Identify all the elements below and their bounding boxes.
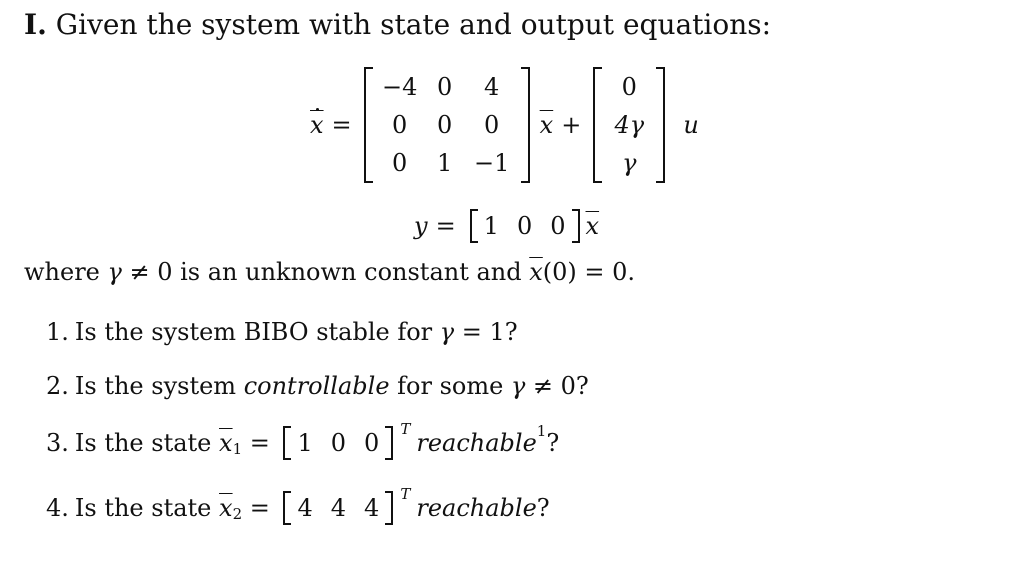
- matrix-a-cell: 4: [484, 73, 500, 101]
- matrix-c: [470, 209, 580, 243]
- vector-cell: 0: [330, 429, 347, 457]
- question-text: Is the state: [74, 429, 220, 457]
- output-y: y: [414, 212, 428, 240]
- gamma-symbol: γ: [510, 372, 526, 400]
- matrix-a-cell: 0: [392, 149, 408, 177]
- gamma-symbol: γ: [107, 258, 122, 286]
- state-vector: $\overline{x}$: [539, 111, 554, 139]
- question-1: [46, 312, 518, 352]
- where-text: where: [24, 258, 108, 286]
- matrix-a-cell: 0: [437, 73, 453, 101]
- problem-number: I.: [24, 8, 47, 41]
- question-text: Is the system BIBO stable for: [74, 318, 440, 346]
- vector-cell: 4: [330, 494, 347, 522]
- gamma-symbol: γ: [439, 318, 455, 346]
- row-vector-x1: [283, 426, 393, 460]
- matrix-b: [593, 67, 665, 183]
- question-number: 1.: [46, 318, 69, 346]
- equals-sign: =: [435, 212, 456, 240]
- question-text: ?: [536, 494, 550, 522]
- problem-intro: Given the system with state and output equations:: [55, 8, 772, 41]
- where-statement: [24, 258, 635, 286]
- vector-cell: 4: [297, 494, 313, 522]
- question-number: 3.: [46, 429, 69, 457]
- subscript: 1: [232, 440, 243, 458]
- question-text: Is the system: [74, 372, 244, 400]
- problem-heading: [24, 8, 771, 41]
- equals-sign: =: [331, 111, 352, 139]
- matrix-c-cell: 0: [516, 212, 533, 240]
- state-vector: $\overline{x}$: [529, 258, 543, 286]
- question-text: =: [242, 494, 278, 522]
- question-text: = 1?: [454, 318, 518, 346]
- where-text: ≠ 0 is an unknown constant and: [121, 258, 530, 286]
- matrix-c-cell: 0: [550, 212, 566, 240]
- emphasis-text: controllable: [243, 372, 390, 400]
- plus-sign: +: [561, 111, 582, 139]
- output-equation: [414, 206, 599, 246]
- matrix-c-cell: 1: [483, 212, 499, 240]
- question-4: [46, 485, 550, 528]
- matrix-a-cell: 0: [437, 111, 453, 139]
- question-text: Is the state: [74, 494, 220, 522]
- subscript: 2: [232, 505, 243, 523]
- question-text: for some: [389, 372, 511, 400]
- emphasis-text: reachable: [416, 429, 537, 457]
- matrix-b-cell: 4γ: [614, 111, 645, 139]
- matrix-b-cell: γ: [622, 149, 637, 177]
- matrix-a: [364, 67, 530, 183]
- state-x2: $\overline{x}$: [219, 494, 233, 522]
- question-number: 4.: [46, 494, 69, 522]
- matrix-a-cell: 0: [392, 111, 408, 139]
- question-text: ≠ 0?: [525, 372, 589, 400]
- x-dot: $\overline{x}$: [310, 111, 324, 139]
- state-vector: $\overline{x}$: [585, 212, 600, 240]
- question-2: [46, 366, 589, 406]
- state-x1: $\overline{x}$: [219, 429, 233, 457]
- question-number: 2.: [46, 372, 69, 400]
- vector-cell: 4: [364, 494, 380, 522]
- question-text: =: [242, 429, 278, 457]
- vector-cell: 0: [364, 429, 380, 457]
- matrix-a-cell: 0: [484, 111, 500, 139]
- vector-cell: 1: [297, 429, 313, 457]
- input-u: u: [683, 111, 699, 139]
- footnote-marker: 1: [536, 422, 547, 440]
- matrix-a-cell: 1: [437, 149, 453, 177]
- transpose-superscript: T: [400, 485, 411, 503]
- emphasis-text: reachable: [416, 494, 537, 522]
- matrix-b-cell: 0: [621, 73, 637, 101]
- transpose-superscript: T: [400, 420, 411, 438]
- state-equation: [310, 66, 699, 184]
- matrix-a-cell: −1: [473, 149, 510, 177]
- question-text: ?: [546, 429, 560, 457]
- where-text: (0) = 0.: [542, 258, 636, 286]
- row-vector-x2: [283, 491, 393, 525]
- matrix-a-cell: −4: [381, 73, 418, 101]
- question-3: [46, 420, 560, 463]
